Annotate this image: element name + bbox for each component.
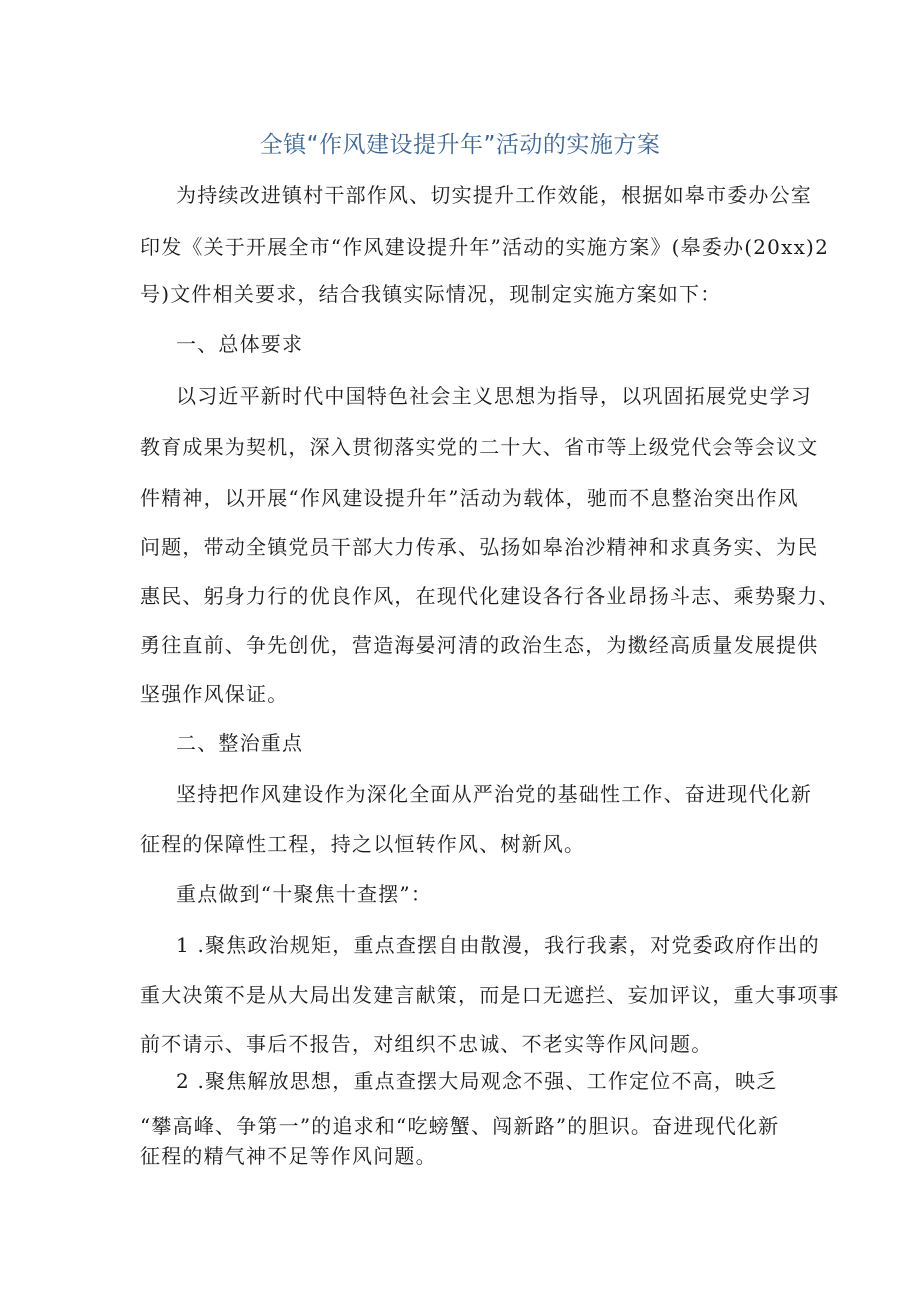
section-heading: 一、总体要求 [176,332,304,356]
paragraph-line: “攀高峰、争第一”的追求和“吃螃蟹、闯新路”的胆识。奋进现代化新 [140,1114,780,1138]
paragraph-line: 坚持把作风建设作为深化全面从严治党的基础性工作、奋进现代化新 [176,782,812,806]
paragraph-line: 教育成果为契机，深入贯彻落实党的二十大、省市等上级党代会等会议文 [140,435,819,459]
paragraph-line: 号)文件相关要求，结合我镇实际情况，现制定实施方案如下： [140,282,722,306]
document-title: 全镇“作风建设提升年”活动的实施方案 [259,132,661,158]
paragraph-line: 重点做到“十聚焦十查摆”： [176,882,433,906]
paragraph-line: 件精神，以开展“作风建设提升年”活动为载体，驰而不息整治突出作风 [140,486,799,510]
paragraph-line: 征程的保障性工程，持之以恒转作风、树新风。 [140,832,586,856]
paragraph-line: 勇往直前、争先创优，营造海晏河清的政治生态，为擞经高质量发展提供 [140,633,819,657]
paragraph-line: 前不请示、事后不报告，对组织不忠诚、不老实等作风问题。 [140,1032,713,1056]
paragraph-line: 重大决策不是从大局出发建言献策，而是口无遮拦、妄加评议，重大事项事 [140,983,840,1007]
section-heading: 二、整治重点 [176,731,304,755]
list-item-line: 1 .聚焦政治规矩，重点查摆自由散漫，我行我素，对党委政府作出的 [176,933,820,957]
paragraph-line: 问题，带动全镇党员干部大力传承、弘扬如皋治沙精神和求真务实、为民 [140,535,819,559]
paragraph-line: 为持续改进镇村干部作风、切实提升工作效能，根据如皋市委办公室 [176,183,812,207]
paragraph-line: 印发《关于开展全市“作风建设提升年”活动的实施方案》(皋委办(20xx)2 [140,235,829,259]
paragraph-line: 坚强作风保证。 [140,682,289,706]
paragraph-line: 征程的精气神不足等作风问题。 [140,1144,437,1168]
list-item-line: 2 .聚焦解放思想，重点查摆大局观念不强、工作定位不高，映乏 [176,1069,778,1093]
paragraph-line: 惠民、躬身力行的优良作风，在现代化建设各行各业昂扬斗志、乘势聚力、 [140,584,840,608]
paragraph-line: 以习近平新时代中国特色社会主义思想为指导，以巩固拓展党史学习 [176,384,812,408]
